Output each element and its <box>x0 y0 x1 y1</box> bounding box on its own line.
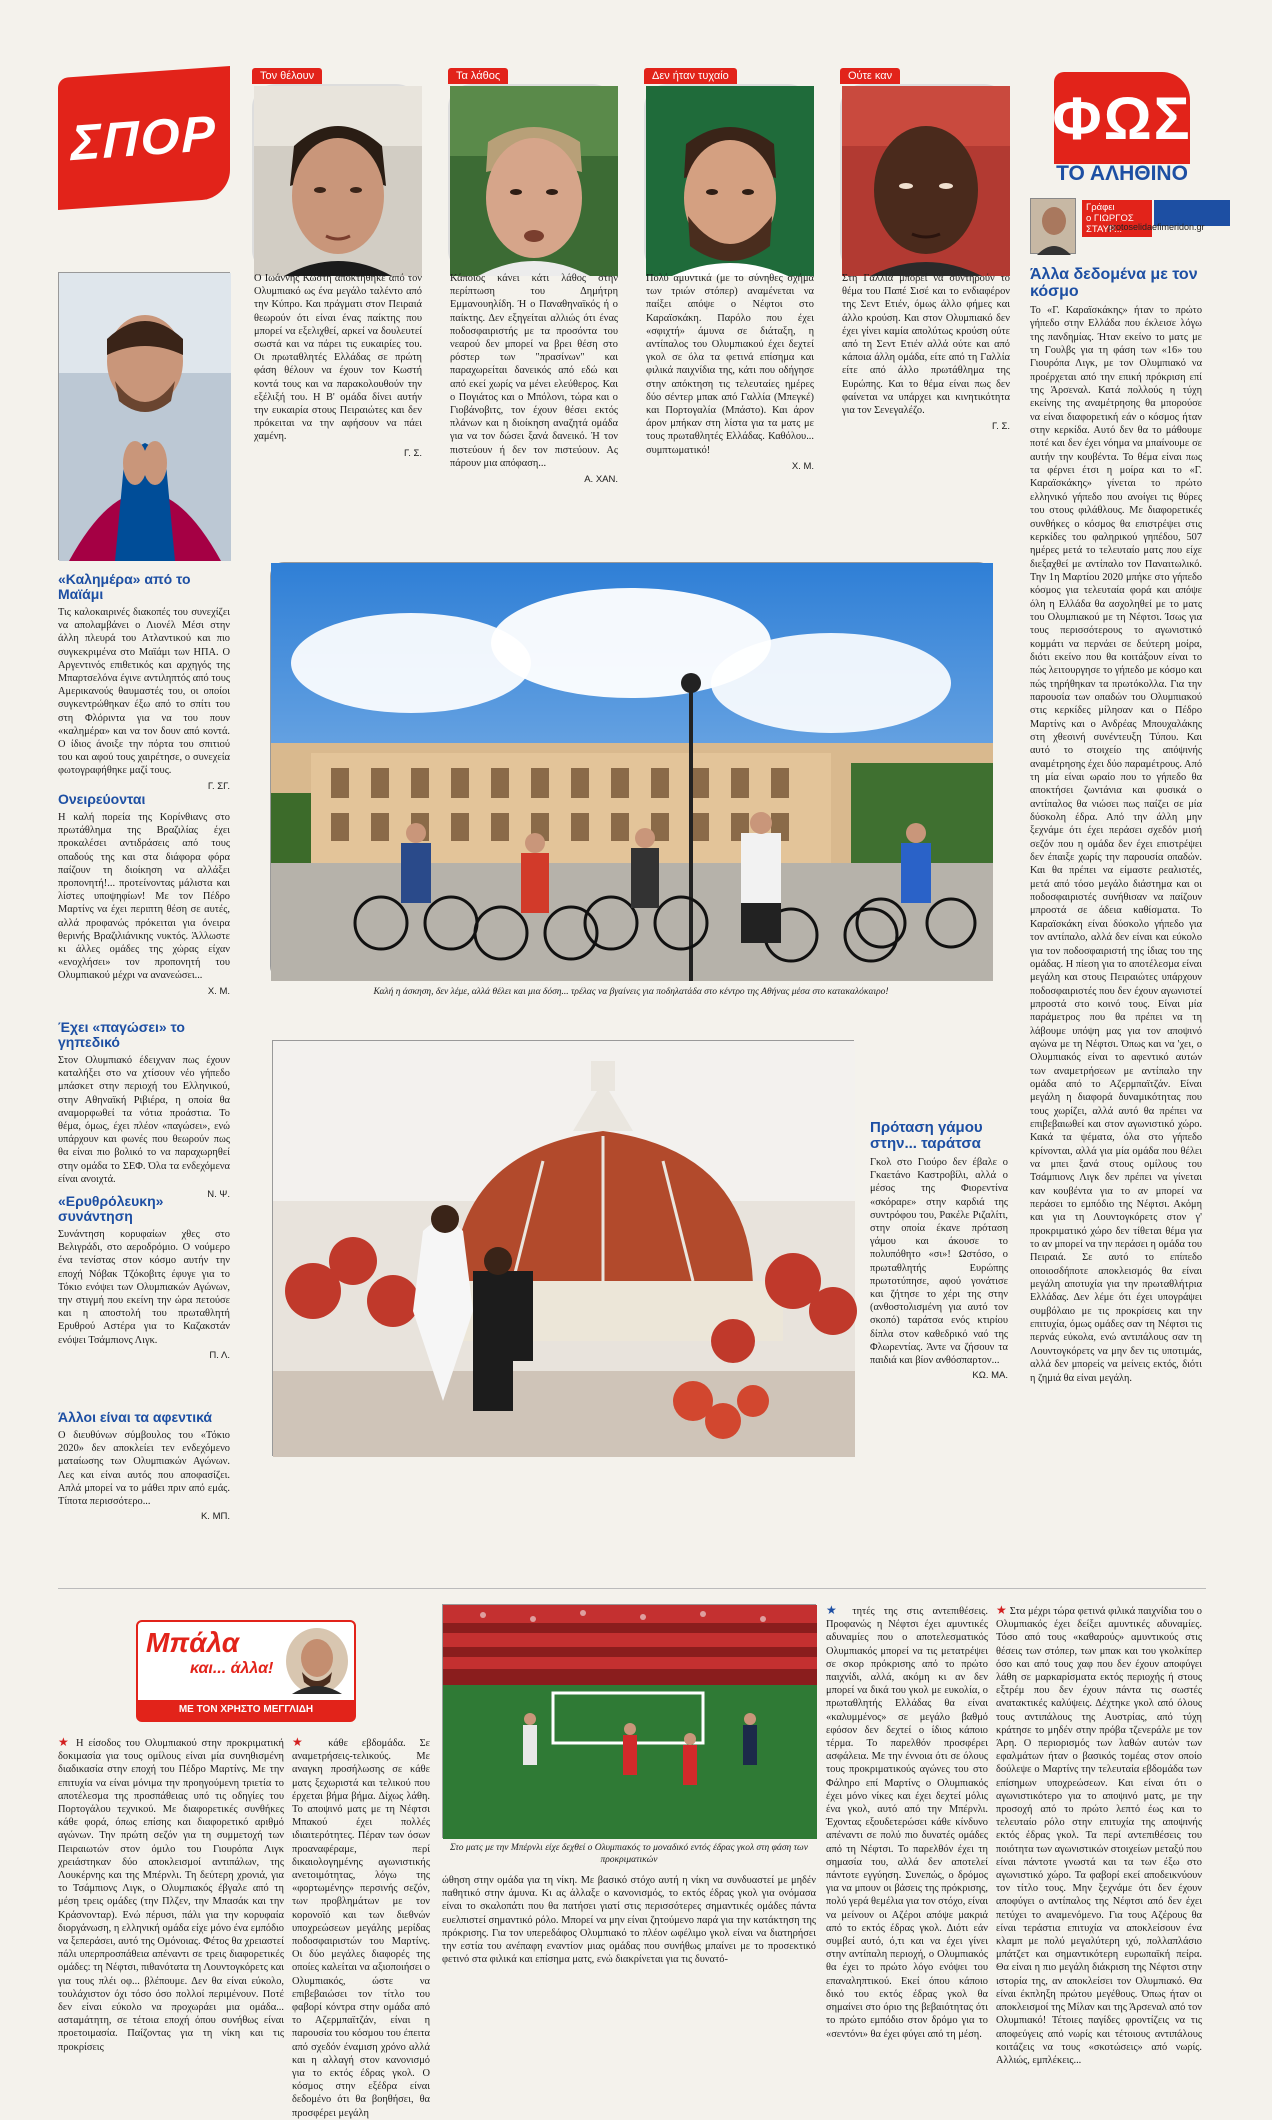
article-headline: Άλλα δεδομένα με τον κόσμο <box>1030 266 1198 300</box>
article-headline: Έχει «παγώσει» το γηπεδικό <box>58 1019 185 1050</box>
article-credit: ΚΩ. ΜΑ. <box>972 1370 1008 1382</box>
section-divider <box>58 1588 1206 1589</box>
article-body: κάθε εβδομάδα. Σε αναμετρήσεις-τελικούς. Με αναγκη προσήλωσης σε κάθε ματς ξεχωριστά και τελικού που έρχεται βήμα βήμα. Δίχως λάθη. Το αποψινό ματς με τη Νέφτσι Μπακού έχει πολλές ιδιαιτερότητες. Πέραν των όσων προαναφέραμε, περί δικαιολογημένης αγωνιστικής ανετοιμότητας, λόγω της «φορτωμένης» περσινής σεζόν, των προβλημάτων με τον κορονοϊό και των διεθνών υποχρεώσεων μεγάλης μερίδας ποδοσφαιριστών του Μαρτίνς. Οι δύο μεγάλες διαφορές της οποίες καλείται να αξιοποιήσει ο Ολυμπιακός, ώστε να επιβεβαιώσει τον τίτλο του φαβορί κόντρα στην ομάδα από το Αζερμπαϊτζάν, είναι η παρουσία του κόσμου του έπειτα από σχεδόν έναμιση χρόνο αλλά και η αλλαγή στον κανονισμό για το εκτός έδρας γκολ. Ο κόσμος στην εξέδρα είναι δεδομένο ότι θα βοηθήσει, θα προσφέρει μεγάλη <box>292 1738 430 2119</box>
article-body: Συνάντηση κορυφαίων χθες στο Βελιγράδι, στο αεροδρόμιο. Ο νούμερο ένα τενίστας στον κόσμο αυτήν την εποχή Νόβακ Τζόκοβιτς έφυγε για το Τόκιο ενόψει των Ολυμπιακών Αγώνων, την στιγμή που εκείνη την ώρα πετούσε και η αποστολή του πρωταθλητή Ερυθρού Αστέρα για το Καζακστάν ενόψει Τσάμπιονς Λιγκ. <box>58 1229 230 1346</box>
article-credit: Γ. Σ. <box>404 447 422 459</box>
article-headline: «Καλημέρα» από το Μαϊάμι <box>58 571 191 602</box>
top-column-2 <box>450 272 618 486</box>
mpala-col-5 <box>996 1604 1202 2067</box>
sports-section-logo <box>58 66 230 210</box>
article-body: Ο Ιωάννης Κωστή αποκτήθηκε από τον Ολυμπιακό ως ένα μεγάλο ταλέντο από την Κύπρο. Και πράγματι στον Πειραιά θεωρούν ότι είναι ένας παίκτης που μπορεί να εξελιχθεί, αρκεί να δουλευτεί σωστά και να πάρει τις ευκαιρίες του. Οι πρωταθλητές Ελλάδας σε πρώτη φάση θέλουν να έχουν τον Κωστή κοντά τους και να παρακολουθούν την εξέλιξή του. Η Β' ομάδα δίνει αυτήν την ευκαιρία στους Πειραιώτες και δεν πρόκειται να την αφήσουν να πάει χαμένη. <box>254 273 422 443</box>
portrait-photo-player <box>840 84 1008 274</box>
mpala-title: Μπάλα <box>146 1627 240 1658</box>
proposal-article <box>870 1120 1008 1381</box>
fos-subtitle: ΤΟ ΑΛΗΘΙΝΟ <box>1056 162 1188 185</box>
fos-logo <box>1054 72 1190 164</box>
article-credit: Α. ΧΑΝ. <box>584 474 618 486</box>
author-avatar <box>286 1628 348 1694</box>
article-body: Ο διευθύνων σύμβουλος του «Τόκιο 2020» δεν αποκλείει τεν ενδεχόμενο ματαίωσης των Ολυμπιακών Αγώνων. Λες και είναι αυτός που αποφασίζει. Απλά μπορεί να το μάθει πριν από εμάς. Τίποτα περισσότερο... <box>58 1430 230 1508</box>
article-body: Στον Ολυμπιακό έδειχναν πως έχουν καταλήξει στο να χτίσουν νέο γήπεδο μπάσκετ στην περιοχή του Ελληνικού, στην Αθηναϊκή Ριβιέρα, η οποία θα αναμορφωθεί τα νότια προάστια. Το θέμα, όμως, έχει πλέον «παγώσει», ενώ υπάρχουν και φωνές που θεωρούν πως θα είναι πιο βολικό το να παραχωρηθεί στην ομάδα το ΣΕΦ. Όλα τα ενδεχόμενα είναι ανοιχτά. <box>58 1055 230 1185</box>
article-body: Τις καλοκαιρινές διακοπές του συνεχίζει να απολαμβάνει ο Λιονέλ Μέσι στην άλλη πλευρά του Ατλαντικού και πιο συγκεκριμένα στο Μαϊάμι των ΗΠΑ. Ο Αργεντινός επιθετικός και αρχηγός της Μπαρτσελόνα έγινε αντιληπτός από τους Αμερικανούς θαυμαστές του, οι οποίοι συγκεντρώθηκαν έξω από το σπίτι του στη Φλόριντα για να του πουν «καλημέρα» και να τον δουν από κοντά. Ο ίδιος άνοιξε την πόρτα του σπιτιού του και αφού τους χαιρέτησε, ο συνεχεία φωτογραφήθηκε μαζί τους. <box>58 607 230 777</box>
portrait-label: Δεν ήταν τυχαίο <box>644 68 737 84</box>
article-body: ώθηση στην ομάδα για τη νίκη. Με βασικό στόχο αυτή η νίκη να συνδυαστεί με μηδέν παθητικό στην άμυνα. Κι ας άλλαξε ο κανονισμός, το εκτός έδρας γκολ για ονόμασα είναι το σκαλοπάτι που θα πατήσει γιατί στις περισσότερες σημαντικές ομάδες πάντα ευελπιστεί σημαντικό ρόλο. Μπορεί να μην είναι ζητούμενο παρά για την κατάκτηση της πρόκρισης. Για τον υπερεδάφος Ολυμπιακό το πλέον ωφέλιμο γκολ είναι να διατηρήσει την εστία του ανέπαφη εναντίον μιας ομάδας που συνήθως μπαίνει με το προσεκτικό φετινό στα φιλικά και επίσημα ματς, ενώ διακρίνεται για τις δυνατό- <box>442 1875 816 1966</box>
article-headline: «Ερυθρόλευκη» συνάντηση <box>58 1193 164 1224</box>
portrait-card-3 <box>644 66 816 274</box>
portrait-card-2 <box>448 66 620 274</box>
article-headline: Ονειρεύονται <box>58 791 146 807</box>
byline-label: Γράφει <box>1086 202 1115 213</box>
star-icon: ★ <box>58 1735 72 1749</box>
article-headline: Πρόταση γάμου στην... ταράτσα <box>870 1119 983 1152</box>
article-body: Στη Γαλλία μπορεί να συντηρούν το θέμα του Παπέ Σισέ και το ενδιαφέρον της Σεντ Ετιέν, όμως άλλο φήμες και άλλο κρούση. Και στον Ολυμπιακό δεν έχει γίνει καμία απολύτως κρούση ούτε από τη Σεντ Ετιέν αλλά ούτε και από κάποια άλλη ομάδα, είτε από τη Γαλλία είτε από άλλο πρωτάθλημα της Ευρώπης. Και το θέμα είναι πως δεν φαίνεται να υπάρχει και κινητικότητα για τον Σενεγαλέζο. <box>842 273 1010 417</box>
article-credit: Ν. Ψ. <box>207 1189 230 1201</box>
left-article-2 <box>58 792 230 997</box>
star-icon: ★ <box>996 1603 1007 1617</box>
article-body: Κάποιος κάνει κάτι λάθος στην περίπτωση του Δημήτρη Εμμανουηλίδη. Ή ο Παναθηναϊκός ή ο παίκτης. Δεν εξηγείται αλλιώς ότι ένας ποδοσφαιριστής με τα προσόντα του νεαρού δεν μπορεί να βρει θέση στο ρόστερ των "πρασίνων" και παραχωρείται δανεικός από εδώ και από εκεί χωρίς να μένει ελεύθερος. Και ο Πογιάτος και ο Μπόλονι, τώρα και ο Γιοβάνοβιτς, τον έχουν θέσει εκτός πλάνων και η διοίκηση αναζητά ομάδα για να τον δώσει ξανά δανεικό. Ή τον πιστεύουν ή δεν τον πιστεύουν. Ας πάρουν μια απόφαση... <box>450 273 618 469</box>
messi-photo <box>58 272 230 560</box>
mpala-col-2 <box>292 1736 430 2120</box>
star-icon: ★ <box>292 1735 315 1749</box>
article-credit: Γ. ΣΓ. <box>207 780 230 792</box>
portrait-card-1 <box>252 66 424 274</box>
mpala-col-3 <box>442 1874 816 1966</box>
mpala-byline: ΜΕ ΤΟΝ ΧΡΗΣΤΟ ΜΕΓΓΛΙΔΗ <box>138 1700 354 1720</box>
watermark: protoselidaefimeridon.gr <box>1108 222 1205 232</box>
article-credit: Π. Λ. <box>209 1349 230 1361</box>
article-credit: Χ. Μ. <box>791 460 814 472</box>
article-credit: Γ. Σ. <box>992 421 1010 433</box>
article-body: Πολύ αμυντικά (με το σύνηθες σχήμα των τριών στόπερ) αναμένεται να παίξει απόψε ο Νέφτοι στο Καραϊσκάκη. Παρόλο που έχει «σφιχτή» άμυνα σε διάταξη, η αντίπαλος του Ολυμπιακού έχει δεχτεί γκολ σε όλα τα φετινά επίσημα και φιλικά παιχνίδια της, κάτι που οδήγησε στην απόκτηση τις τελευταίες ημέρες δύο σέντερ μπακ από Γαλλία (Μπεγκέ) και Πορτογαλία (Μπάστο). Και άρον άρον μπήκαν στη λίστα για τα ματς με τους πρωταθλητές Ελλάδας. Καθόλου... συμπτωματικό! <box>646 273 814 456</box>
mpala-title-2: και... άλλα! <box>190 1660 274 1677</box>
article-credit: Κ. ΜΠ. <box>200 1511 230 1523</box>
article-body: Το «Γ. Καραϊσκάκης» ήταν το πρώτο γήπεδο στην Ελλάδα που έκλεισε λόγω της πανδημίας. Ήταν εκείνο το ματς με τη Γουλβς για τη φάση των «16» του Γιουρόπα Λιγκ, με τον Ολυμπιακό να προέρχεται από την επική πρόκριση επί της Άρσεναλ. Κατά πολλούς η τύχη εκείνης της αναμέτρησης θα μπορούσε να είναι διαφορετική εάν ο κόσμος ήταν στην κερκίδα. Αυτό δεν θα το μάθουμε ποτέ και δεν έχει νόημα να μπαίνουμε σε αυτήν την κουβέντα. Το θέμα είναι πως τα φέρνει έτσι η μοίρα και το «Γ. Καραϊσκάκης» γίνεται το πρώτο ελληνικό γήπεδο που ανοίγει τις θύρες του στους φιλάθλους. Με διαφορετικές συνθήκες ο κόσμος θα επιστρέψει στις κερκίδες του φαληρικού γηπέδου, 507 ημέρες μετά το τελευταίο ματς που είχε διεξαχθεί με αντίπαλο τον Παναιτωλικό. Την 1η Μαρτίου 2020 μπήκε στο γήπεδο κόσμος για τελευταία φορά και απόψε όλη η Ελλάδα θα ασχοληθεί με το ματς του Ολυμπιακού με τη Νέφτσι. Ίσως για τους περισσότερους το αγωνιστικό κομμάτι να περνάει σε δεύτερη μοίρα, διότι εκείνο που θα κοιτάξουν είναι το πώς λειτουργησε το γήπεδο με κόσμο και πώς τηρήθηκαν τα πρωτόκολλα. Για την παρουσία των οπαδών του Ολυμπιακού στις κερκίδες μίλησαν και ο Πέδρο Μαρτίνς και ο Ανδρέας Μπουχαλάκης στη χθεσινή συνέντευξη Τύπου. Και αυτό το στοιχείο της απόψινής αναμέτρησης έχει δύο παραμέτρους. Από τη μία είναι ωραίο που το γήπεδο θα αποκτήσει ζωντάνια και φυσικά ο αντίπαλος θα νιώσει πως παίζει σε μία δύσκολη έδρα. Από την άλλη μην ξεχνάμε ότι έχει περάσει σχεδόν μισή σεζόν που η ομάδα δεν έχει επιστρέψει δεν έπαιξε χωρίς την παρουσία οπαδών. Και θα πρέπει να είμαστε ρεαλιστές, μετά από τόσο μεγάλο διάστημα και οι ποδοσφαιριστές συνήθισαν να παίζουν μπροστά σε άδεια καθίσματα. Το Καραϊσκάκη είναι δύσκολο γήπεδο για τον αντίπαλο, αλλά δεν είναι και εύκολο για τον ποδοσφαιριστή της ίδιας του της ομάδας. Η πίεση για το αποτέλεσμα είναι μεγάλη και στους Πειραιώτες υπάρχουν ποδοσφαιριστές που δεν έχουν αγωνιστεί μπροστά στο κοινό τους. Είναι μία παράμετρος που θα πρέπει να τη λάβουμε υπόψη μας για τον αποψινό αγώνα με τη Νέφτσι. Όπως και να 'χει, ο Ολυμπιακός είναι το αφεντικό αυτών των αναμετρήσεων με αντίπαλο την ομάδα από το Αζερμπαϊτζάν. Είναι μεγάλη η διαφορά δυναμικότητας που τους χωρίζει, αλλά αυτό θα πρέπει να επιβεβαιωθεί και στον αγωνιστικό χώρο. Κακά τα ψέματα, όλα στο γήπεδο κρίνονται, αλλά για μία ομάδα που θέλει να μπει ξανά στους ομίλους του Τσάμπιονς Λιγκ δεν πρέπει να γίνεται καν κουβέντα για το αν μπορεί να περάσει το εμπόδιο της Νέφτσι. Ακόμη και για τη Λουντογκόρετς στον γ' προκριματικό χώρο δεν τίθεται θέμα για το αν μπορεί να την περάσει η ομάδα του Πειραιά. Σε αυτό το επίπεδο οποιοσδήποτε αποκλεισμός θα είναι μεγάλη αποτυχία για την πρωταθλήτρια Ελλάδας. Δεν λέμε ότι έχει υπογράψει συμβόλαιο με τις προκρίσεις και την επιτυχία, όμως ομάδες σαν τη Νέφτσι τις περνάς εύκολα, ενώ αντιπάλους σαν τη Λουντογκόρετς να μην δεν τις υποτιμάς, αλλά δεν μπορείς να μείνεις εκτός, διότι η ζημιά θα είναι μεγάλη. <box>1030 305 1202 1384</box>
portrait-photo-player <box>448 84 616 274</box>
athens-photo-caption: Καλή η άσκηση, δεν λέμε, αλλά θέλει και μια δόση... τρέλας να βγαίνεις για ποδηλατάδα στο κέντρο της Αθήνας μέσα στο κατακαλόκαιρο! <box>373 987 889 997</box>
article-body: Η είσοδος του Ολυμπιακού στην προκριματική δοκιμασία για τους ομίλους είναι μία συνηθισμένη διαδικασία στην εποχή του Πέδρο Μαρτίνς. Με την επιτυχία να είναι μόνιμα την προηγούμενη τριετία το αποτέλεσμα της προσπάθειας υπό τις οδηγίες του Πορτογάλου τεχνικού. Με διαφορετικές συνθήκες κάθε φορά, όπως επίσης και διαφορετικό αριθμό αγώνων. Την πρώτη σεζόν για τη συμμετοχή των Πειραιωτών στον όμιλο του Γιουρόπα Λιγκ χρειάστηκαν δύο αποκλεισμοί αντιπάλων, της Λουκέρνης και της Μπέρνλι. Τη δεύτερη χρονιά, για το Τσάμπιονς Λιγκ, ο Ολυμπιακός έβγαλε από τη μέση τρεις ομάδες (την Πλζεν, την Μπασάκ και την Κράσνονταρ). Ενώ πέρυσι, πάλι για την κορυφαία διοργάνωση, η ελληνική ομάδα είχε μόνο ένα εμπόδιο να ξεπεράσει, αυτό της Ομόνοιας. Φέτος θα χρειαστεί πάλι υπερπροσπάθεια απέναντι σε τρεις διαφορετικές ομάδες: τη Νέφτσι, πιθανότατα τη Λουντογκόρετς και για τους πλέι οφ... βλέπουμε. Δεν θα είναι εύκολο, τουλάχιστον όχι τόσο όσο πολλοί περιμένουν. Ποτέ δεν είναι εύκολο να προχωράει μια ομάδα... ασταμάτητη, σε τέτοια εποχή όπου συνήθως είναι προετοιμασία. Παίζοντας για τη νίκη και τις προκρίσεις <box>58 1738 284 2053</box>
left-article-1 <box>58 572 230 792</box>
author-avatar <box>1030 198 1076 254</box>
fos-article <box>1030 266 1202 1385</box>
fos-logo-text: ΦΩΣ <box>1052 84 1192 152</box>
stadium-photo <box>442 1604 816 1838</box>
mpala-col-4 <box>826 1604 988 2041</box>
portrait-photo-player <box>644 84 812 274</box>
athens-cyclists-photo <box>270 562 992 980</box>
mpala-column-header <box>136 1620 356 1722</box>
mpala-col-1 <box>58 1736 284 2054</box>
article-headline: Άλλοι είναι τα αφεντικά <box>58 1409 213 1425</box>
stadium-photo-caption: Στο ματς με την Μπέρνλι είχε δεχθεί ο Ολυμπιακός το μοναδικό εντός έδρας γκολ στη φάση των προκριματικών <box>450 1843 808 1865</box>
byline-name: ο ΓΙΩΡΓΟΣ ΣΤΑΥΡ... <box>1086 213 1134 235</box>
star-icon: ★ <box>826 1603 844 1617</box>
portrait-photo-player <box>252 84 420 274</box>
portrait-card-4 <box>840 66 1012 274</box>
article-body: τητές της στις αντεπιθέσεις. Προφανώς η Νέφτσι έχει αμυντικές αδυναμίες που ο αποτελεσματικός Ολυμπιακός μπορεί να τις μετατρέψει σε σκορ πρόκρισης από το πρώτο παιχνίδι, αλλά, ακόμη κι αν δεν μπορεί να δικά του γκολ με ευκολία, ο πρωταθλητής Ελλάδας θα είναι «καλυμμένος» σε μεγάλο βαθμό εφόσον δεν δεχτεί ο ίδιος κάποιο τέρμα. Το παρελθόν προσφέρει ασφάλεια. Με την έννοια ότι σε όλους τους προκριματικούς αγώνες του στο Φάληρο επί Μαρτίνς ο Ολυμπιακός έχει μόνο νίκες και έχει δεχτεί μόλις ένα γκολ, αυτό από την Μπέρνλι. Έχοντας εξουδετερώσει κάθε κίνδυνο απέναντι σε πολύ πιο δυνατές ομάδες από τη Νέφτσι. Το παρελθόν έχει τη σημασία του, αλλά δεν αποτελεί πάντοτε εγγύηση. Συνεπώς, ο δρόμος για να μπουν οι βάσεις της πρόκρισης, πολύ γερά θεμέλια για τον στόχο, είναι να μείνουν οι Αζέροι απόψε μακριά από το εκτός έδρας γκολ. Διότι εάν συμβεί αυτό, ό,τι και να έχει γίνει στην αντίπαλη περιοχή, ο Ολυμπιακός θα έχει το πρώτο λόγο ενόψει του επαναληπτικού. Εκεί όπου κάποιο δικό του εκτός έδρας γκολ θα σημαίνει στο όριο της βεβαιότητας ότι το πρώτο εμπόδιο στον δρόμο για το «σεντόνι» θα έχει φύγει από τη μέση. <box>826 1606 988 2040</box>
portrait-label: Ούτε καν <box>840 68 900 84</box>
article-body: Στα μέχρι τώρα φετινά φιλικά παιχνίδια του ο Ολυμπιακός έχει δείξει αμυντικές αδυναμίες. Τόσο από τους «καθαρούς» αμυντικούς στις θέσεις των στόπερ, των μπακ και του γκολκίπερ όσο και από τους χαφ που δεν έχουν αποφύγει λάθη σε μαρκαρίσματα εκτός περιοχής ή στους εξτρέμ που δεν έχουν πάντα τις σωστές ανατακτικές καλύψεις. Δέχτηκε γκολ από όλους τους αντιπάλους της Αυστρίας, από τύχη κράτησε το μηδέν στην πρόβα τζενεράλε με τον Άρη. Ο περιορισμός των λαθών αυτών των εφαλμάτων ήταν ο βασικός τομέας στον οποίο δούλεψε ο Μαρτίνς την τελευταία εβδομάδα των επίσημων υποχρεώσεων. Και είναι ότι ο αγωνιστικότερο για το αποψινό ματς, με την προσοχή από το πρώτο λεπτό έως και το τελευταίο ρόλο στην επιτυχία της αποψινής εκτός έδρας γκολ. Τα περί αντεπιθέσεις του ποιότητα των αγωνιστικών στοιχείων μεταξύ που είναι πάντοτε γνωστά και τα των έξω στο αγωνιστικό χώρο. Τα φαβορί εκεί αποδεικνύουν τον τίτλο τους. Μην ξεχνάμε ότι δεν έχουν αποφύγει ο αντίπαλος της Νέφτσι από δεν έχει πετύχει το αναμενόμενο. Για τους Αζέρους θα είναι τεράστια επιτυχία να αποκλείσουν ένα κλαμπ με πολύ μεγαλύτερη ιχύ, πολλαπλάσιο μπάτζετ και σημαντικότερη ευρωπαϊκή πείρα. Θα είναι η πιο μεγάλη διάκριση της Νέφτσι στην ιστορία της, αν αποκλείσει τον Ολυμπιακό. Θα είναι έκπληξη πρώτου μεγέθους. Όπως ήταν οι αποκλεισμοί της Μίλαν και της Άρσεναλ από τον Ολυμπιακό! Τέτοιες παγίδες φροντίζεις να τις αποφεύγεις από νωρίς και τέτοιους αντιπάλους κοιτάζεις να τους «σκοτώσεις» από νωρίς. Αλλιώς, εμπλέκεις... <box>996 1606 1202 2066</box>
article-body: Γκολ στο Γιούρο δεν έβαλε ο Γκαετάνο Καστροβίλι, αλλά ο μέσος της Φιορεντίνα «σκόραρε» στην καρδιά της συντρόφου του, Ρακέλε Ριζαλίτι, στην οποία έκανε πρόταση γάμου και άκουσε το πολυπόθητο «σι»! Ωστόσο, ο πρωταθλητής Ευρώπης πρωτοτύπησε, αφού γονάτισε και ζήτησε το χέρι της στην (ανθοστολισμένη για αυτό τον σκοπό) ταράτσα ενός κτιρίου δίπλα στον καθεδρικό ναό της Φλωρεντίας. Άντε να ζήσουν τα παιδιά και βίον ανθόσπαρτον... <box>870 1157 1008 1367</box>
sports-logo-text: ΣΠΟΡ <box>71 104 217 172</box>
article-credit: Χ. Μ. <box>207 985 230 997</box>
portrait-label: Τον θέλουν <box>252 68 322 84</box>
article-body: Η καλή πορεία της Κορίνθιανς στο πρωτάθλημα της Βραζιλίας έχει προκαλέσει αντιδράσεις από τους οπαδούς της και στα διάφορα φόρα παίζουν τη διοίκηση να αλλάξει προπονητή!... προτείνοντας μάλιστα και λίστες υποψηφίων! Με τον Πέδρο Μαρτίνς να έχει περιπτη θέση σε αυτές, αλλά προφανώς πρόκειται για όνειρα θερινής Βραζιλιάνικης νυκτός. Άλλωστε κι άλλες ομάδες της χώρας είχαν «ενοχλήσει» τον προπονητή του Ολυμπιακού μέχρι να ανανεώσει... <box>58 812 230 982</box>
top-column-1 <box>254 272 422 460</box>
left-article-4 <box>58 1194 230 1361</box>
top-column-4 <box>842 272 1010 433</box>
left-article-3 <box>58 1020 230 1200</box>
left-article-5 <box>58 1410 230 1522</box>
florence-proposal-photo <box>272 1040 854 1456</box>
portrait-label: Τα λάθος <box>448 68 508 84</box>
top-column-3 <box>646 272 814 473</box>
